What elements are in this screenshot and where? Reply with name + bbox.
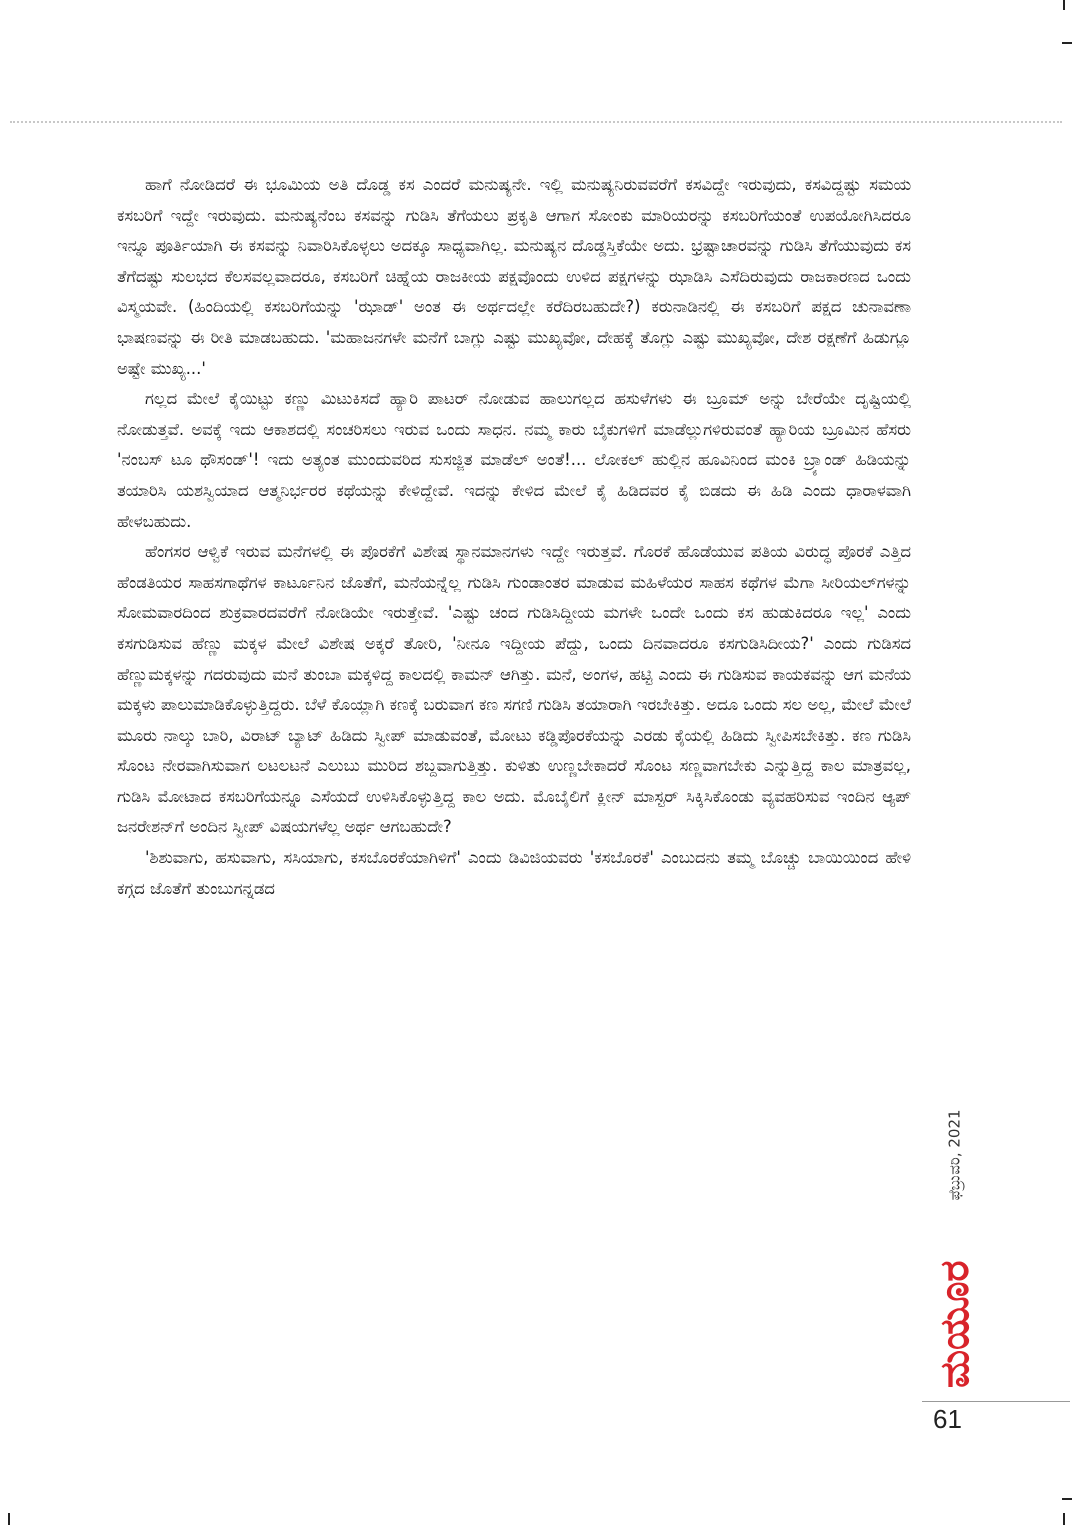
magazine-logo	[924, 1240, 980, 1390]
article-body	[117, 170, 911, 904]
page-number: 61	[933, 1404, 962, 1434]
crop-mark-top	[1063, 0, 1065, 10]
crop-mark-bottom	[1063, 1513, 1065, 1525]
article-paragraph: ಹಾಗೆ ನೋಡಿದರೆ ಈ ಭೂಮಿಯ ಅತಿ ದೊಡ್ಡ ಕಸ ಎಂದರೆ ಮನುಷ್ಯನೇ. ಇಲ್ಲಿ ಮನುಷ್ಯನಿರುವವರೆಗೆ ಕಸವಿದ್ದೇ ಇರುವುದು, ಕಸವಿದ್ದಷ್ಟು ಸಮಯ ಕಸಬರಿಗೆ ಇದ್ದೇ ಇರುವುದು. ಮನುಷ್ಯನೆಂಬ ಕಸವನ್ನು ಗುಡಿಸಿ ತೆಗೆಯಲು ಪ್ರಕೃತಿ ಆಗಾಗ ಸೋಂಕು ಮಾರಿಯರನ್ನು ಕಸಬರಿಗೆಯಂತೆ ಉಪಯೋಗಿಸಿದರೂ ಇನ್ನೂ ಪೂರ್ತಿಯಾಗಿ ಈ ಕಸವನ್ನು ನಿವಾರಿಸಿಕೊಳ್ಳಲು ಅದಕ್ಕೂ ಸಾಧ್ಯವಾಗಿಲ್ಲ. ಮನುಷ್ಯನ ದೊಡ್ಡಸ್ತಿಕೆಯೇ ಅದು. ಭ್ರಷ್ಟಾಚಾರವನ್ನು ಗುಡಿಸಿ ತೆಗೆಯುವುದು ಕಸ ತೆಗೆದಷ್ಟು ಸುಲಭದ ಕೆಲಸವಲ್ಲವಾದರೂ, ಕಸಬರಿಗೆ ಚಿಹ್ನೆಯ ರಾಜಕೀಯ ಪಕ್ಷವೊಂದು ಉಳಿದ ಪಕ್ಷಗಳನ್ನು ಝಾಡಿಸಿ ಎಸೆದಿರುವುದು ರಾಜಕಾರಣದ ಒಂದು ವಿಸ್ಮಯವೇ. (ಹಿಂದಿಯಲ್ಲಿ ಕಸಬರಿಗೆಯನ್ನು 'ಝಾಡ್' ಅಂತ ಈ ಅರ್ಥದಲ್ಲೇ ಕರೆದಿರಬಹುದೇ?) ಕರುನಾಡಿನಲ್ಲಿ ಈ ಕಸಬರಿಗೆ ಪಕ್ಷದ ಚುನಾವಣಾ ಭಾಷಣವನ್ನು ಈ ರೀತಿ ಮಾಡಬಹುದು. 'ಮಹಾಜನಗಳೇ ಮನೆಗೆ ಬಾಗ್ಲು ಎಷ್ಟು ಮುಖ್ಯವೋ, ದೇಹಕ್ಕೆ ತೊಗ್ಲು ಎಷ್ಟು ಮುಖ್ಯವೋ, ದೇಶ ರಕ್ಷಣೆಗೆ ಹಿಡುಗ್ಲೂ ಅಷ್ಟೇ ಮುಖ್ಯ...'	[117, 175, 911, 378]
article-paragraph: 'ಶಿಶುವಾಗು, ಹಸುವಾಗು, ಸಸಿಯಾಗು, ಕಸಬೊರಕೆಯಾಗಿಳಿಗೆ' ಎಂದು ಡಿವಿಜಿಯವರು 'ಕಸಬೊರಕೆ' ಎಂಬುದನು ತಮ್ಮ ಬೊಚ್ಚು ಬಾಯಿಯಿಂದ ಹೇಳಿ ಕಗ್ಗದ ಜೊತೆಗೆ ತುಂಬುಗನ್ನಡದ	[117, 848, 911, 898]
folio-rule	[922, 1401, 1070, 1402]
crop-mark-right-top	[1062, 42, 1072, 44]
crop-mark-left-bottom	[8, 1513, 10, 1525]
article-paragraph: ಹೆಂಗಸರ ಆಳ್ವಿಕೆ ಇರುವ ಮನೆಗಳಲ್ಲಿ ಈ ಪೊರಕೆಗೆ ವಿಶೇಷ ಸ್ಥಾನಮಾನಗಳು ಇದ್ದೇ ಇರುತ್ತವೆ. ಗೊರಕೆ ಹೊಡೆಯುವ ಪತಿಯ ವಿರುದ್ಧ ಪೊರಕೆ ಎತ್ತಿದ ಹೆಂಡತಿಯರ ಸಾಹಸಗಾಥೆಗಳ ಕಾರ್ಟೂನಿನ ಜೊತೆಗೆ, ಮನೆಯನ್ನೆಲ್ಲ ಗುಡಿಸಿ ಗುಂಡಾಂತರ ಮಾಡುವ ಮಹಿಳೆಯರ ಸಾಹಸ ಕಥೆಗಳ ಮೆಗಾ ಸೀರಿಯಲ್‌ಗಳನ್ನು ಸೋಮವಾರದಿಂದ ಶುಕ್ರವಾರದವರೆಗೆ ನೋಡಿಯೇ ಇರುತ್ತೇವೆ. 'ಎಷ್ಟು ಚಂದ ಗುಡಿಸಿದ್ದೀಯ ಮಗಳೇ ಒಂದೇ ಒಂದು ಕಸ ಹುಡುಕಿದರೂ ಇಲ್ಲ' ಎಂದು ಕಸಗುಡಿಸುವ ಹೆಣ್ಣು ಮಕ್ಕಳ ಮೇಲೆ ವಿಶೇಷ ಅಕ್ಕರೆ ತೋರಿ, 'ನೀನೂ ಇದ್ದೀಯ ಪೆದ್ದು, ಒಂದು ದಿನವಾದರೂ ಕಸಗುಡಿಸಿದೀಯ?' ಎಂದು ಗುಡಿಸದ ಹೆಣ್ಣುಮಕ್ಕಳನ್ನು ಗದರುವುದು ಮನೆ ತುಂಬಾ ಮಕ್ಕಳಿದ್ದ ಕಾಲದಲ್ಲಿ ಕಾಮನ್ ಆಗಿತ್ತು. ಮನೆ, ಅಂಗಳ, ಹಟ್ಟಿ ಎಂದು ಈ ಗುಡಿಸುವ ಕಾಯಕವನ್ನು ಆಗ ಮನೆಯ ಮಕ್ಕಳು ಪಾಲುಮಾಡಿಕೊಳ್ಳುತ್ತಿದ್ದರು. ಬೆಳೆ ಕೊಯ್ಲಾಗಿ ಕಣಕ್ಕೆ ಬರುವಾಗ ಕಣ ಸಗಣಿ ಗುಡಿಸಿ ತಯಾರಾಗಿ ಇರಬೇಕಿತ್ತು. ಅದೂ ಒಂದು ಸಲ ಅಲ್ಲ, ಮೇಲೆ ಮೇಲೆ ಮೂರು ನಾಲ್ಕು ಬಾರಿ, ವಿರಾಟ್ ಬ್ಯಾಟ್ ಹಿಡಿದು ಸ್ವೀಪ್ ಮಾಡುವಂತೆ, ಮೋಟು ಕಡ್ಡಿಪೊರಕೆಯನ್ನು ಎರಡು ಕೈಯಲ್ಲಿ ಹಿಡಿದು ಸ್ವೀಪಿಸಬೇಕಿತ್ತು. ಕಣ ಗುಡಿಸಿ ಸೊಂಟ ನೇರವಾಗಿಸುವಾಗ ಲಟಲಟನೆ ಎಲುಬು ಮುರಿದ ಶಬ್ದವಾಗುತ್ತಿತ್ತು. ಕುಳಿತು ಉಣ್ಣಬೇಕಾದರೆ ಸೊಂಟ ಸಣ್ಣವಾಗಬೇಕು ಎನ್ನುತ್ತಿದ್ದ ಕಾಲ ಮಾತ್ರವಲ್ಲ, ಗುಡಿಸಿ ಮೋಟಾದ ಕಸಬರಿಗೆಯನ್ನೂ ಎಸೆಯದೆ ಉಳಿಸಿಕೊಳ್ಳುತ್ತಿದ್ದ ಕಾಲ ಅದು. ಮೊಬೈಲಿಗೆ ಕ್ಲೀನ್ ಮಾಸ್ಟರ್ ಸಿಕ್ಕಿಸಿಕೊಂಡು ವ್ಯವಹರಿಸುವ ಇಂದಿನ ಆ್ಯಪ್ ಜನರೇಶನ್‌ಗೆ ಅಂದಿನ ಸ್ವೀಪ್ ವಿಷಯಗಳೆಲ್ಲ ಅರ್ಥ ಆಗಬಹುದೇ?	[117, 542, 911, 837]
magazine-name: ಮಯೂರ	[932, 1260, 978, 1388]
article-paragraph: ಗಲ್ಲದ ಮೇಲೆ ಕೈಯಿಟ್ಟು ಕಣ್ಣು ಮಿಟುಕಿಸದೆ ಹ್ಯಾರಿ ಪಾಟರ್ ನೋಡುವ ಹಾಲುಗಲ್ಲದ ಹಸುಳೆಗಳು ಈ ಬ್ರೂಮ್ ಅನ್ನು ಬೇರೆಯೇ ದೃಷ್ಟಿಯಲ್ಲಿ ನೋಡುತ್ತವೆ. ಅವಕ್ಕೆ ಇದು ಆಕಾಶದಲ್ಲಿ ಸಂಚರಿಸಲು ಇರುವ ಒಂದು ಸಾಧನ. ನಮ್ಮ ಕಾರು ಬೈಕುಗಳಿಗೆ ಮಾಡೆಲ್ಲುಗಳಿರುವಂತೆ ಹ್ಯಾರಿಯ ಬ್ರೂಮಿನ ಹೆಸರು 'ನಂಬಸ್ ಟೂ ಥೌಸಂಡ್'! ಇದು ಅತ್ಯಂತ ಮುಂದುವರಿದ ಸುಸಜ್ಜಿತ ಮಾಡೆಲ್ ಅಂತೆ!... ಲೋಕಲ್ ಹುಲ್ಲಿನ ಹೂವಿನಿಂದ ಮಂಕಿ ಬ್ರ್ಯಾಂಡ್ ಹಿಡಿಯನ್ನು ತಯಾರಿಸಿ ಯಶಸ್ವಿಯಾದ ಆತ್ಮನಿರ್ಭರರ ಕಥೆಯನ್ನು ಕೇಳಿದ್ದೇವೆ. ಇದನ್ನು ಕೇಳಿದ ಮೇಲೆ ಕೈ ಹಿಡಿದವರ ಕೈ ಬಿಡದು ಈ ಹಿಡಿ ಎಂದು ಧಾರಾಳವಾಗಿ ಹೇಳಬಹುದು.	[117, 389, 911, 531]
crop-mark-right-bottom	[1062, 1498, 1072, 1500]
issue-date: ಫೆಬ್ರುವರಿ, 2021	[946, 1109, 964, 1201]
header-dotted-rule	[10, 121, 1062, 123]
